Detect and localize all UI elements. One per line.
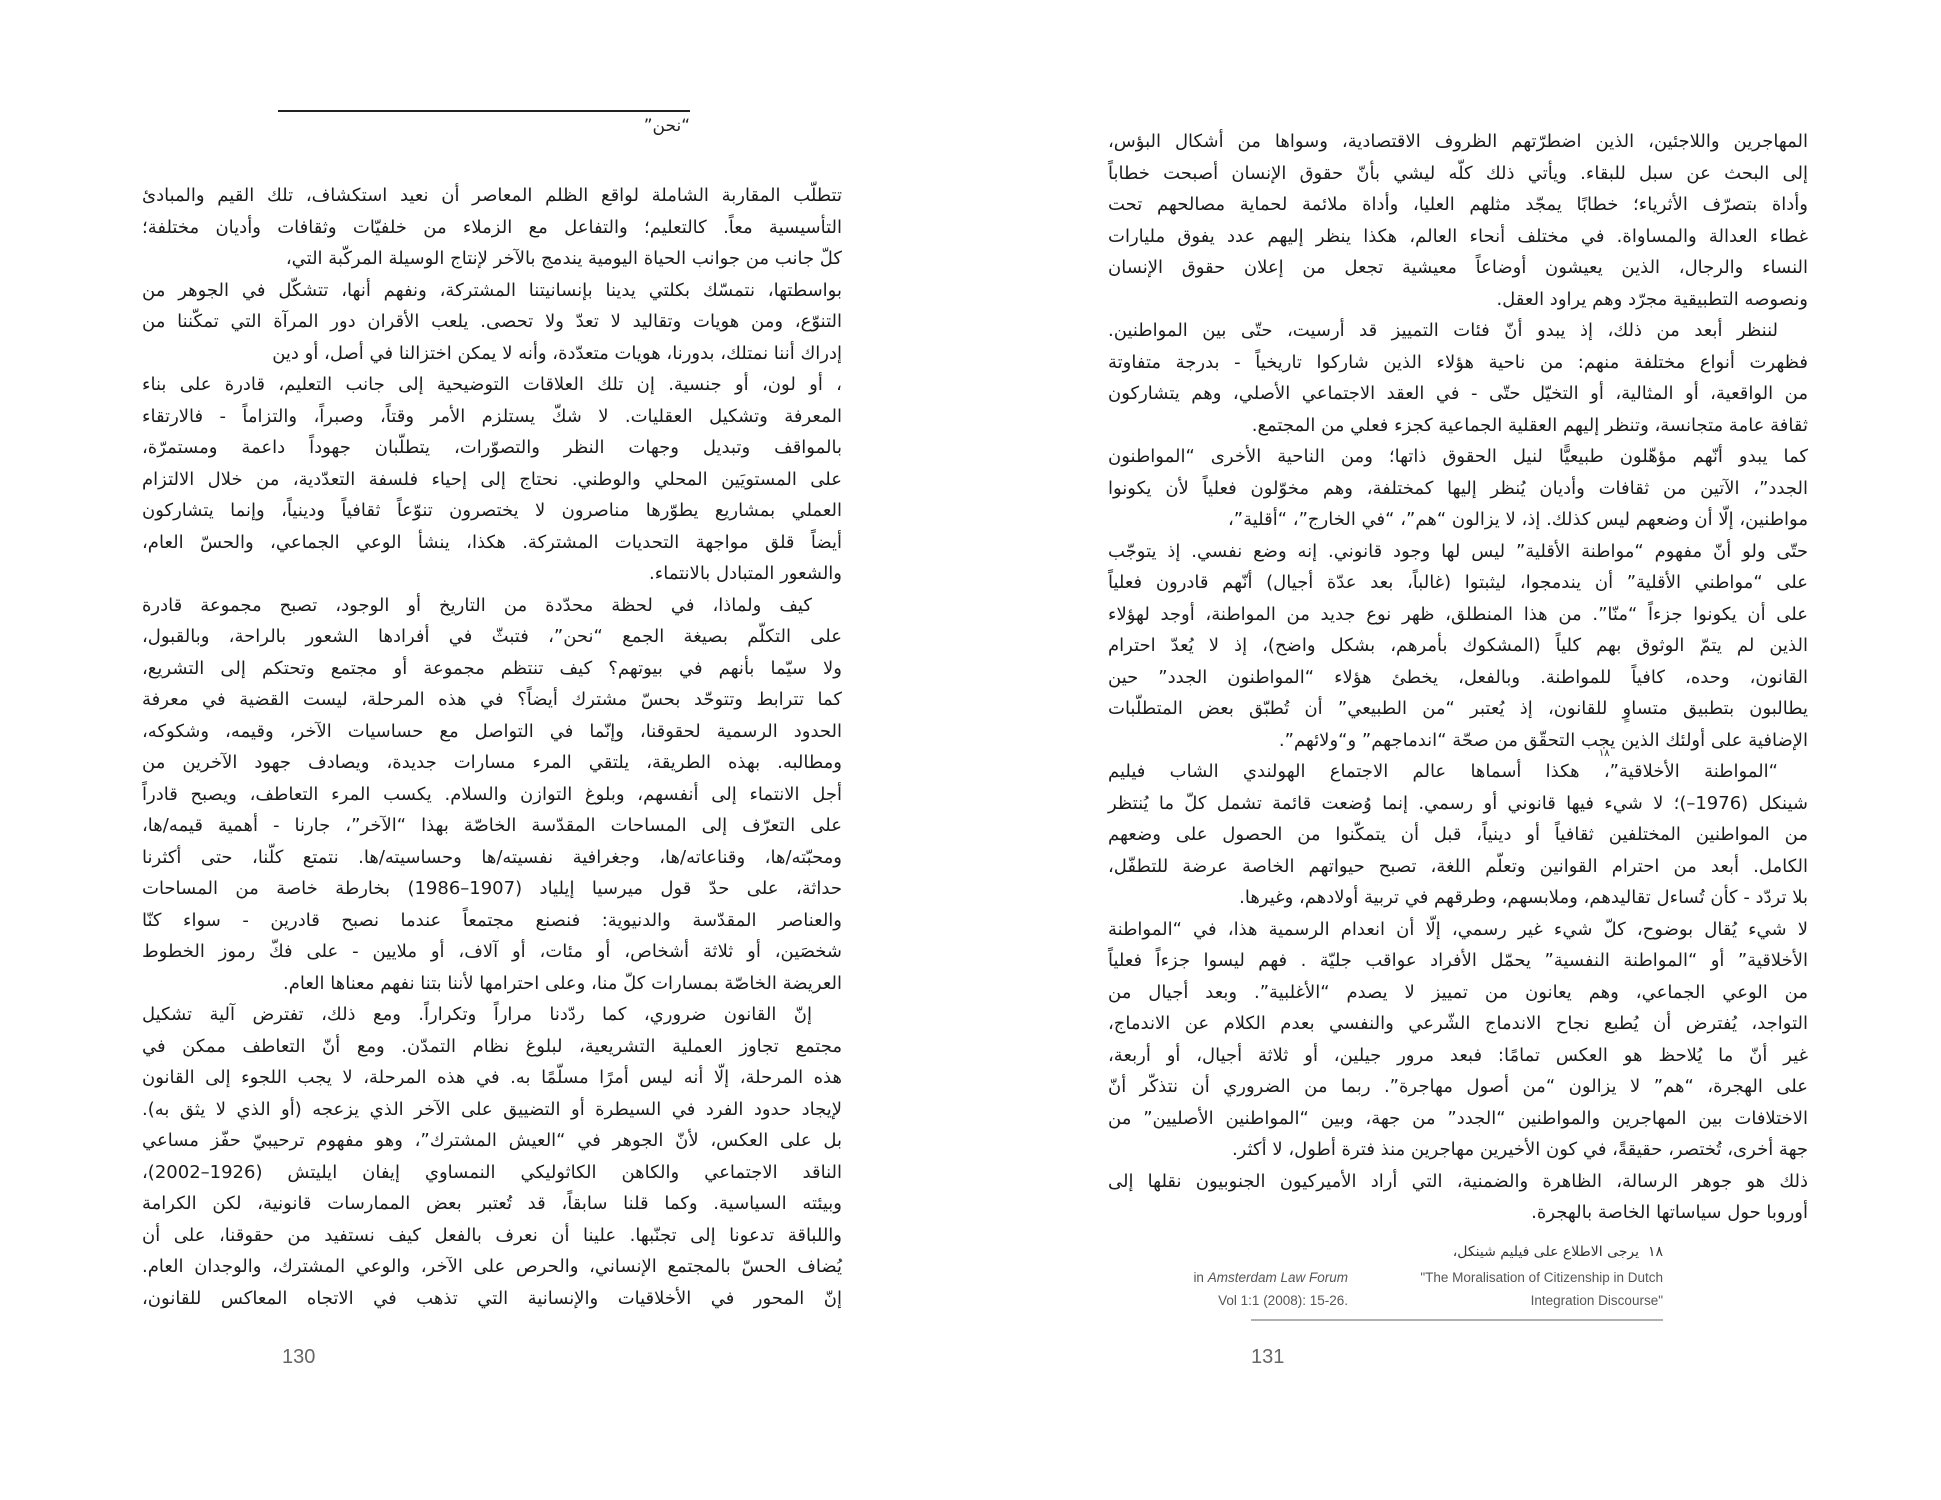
text-line-content: إنّ القانون ضروري، كما ردّدنا مراراً وتكراراً. ومع ذلك، تفترض آلية تشكيل [142,1004,812,1025]
footnote-journal: Amsterdam Law Forum [1207,1270,1348,1285]
text-line [1108,819,1808,851]
footnote-volume: Vol 1:1 (2008): 15-26. [1218,1293,1348,1308]
text-line-content: مجتمع تجاوز العملية التشريعية، لبلوغ نظام التمدّن. ومع أنّ التعاطف ممكن في [142,1035,842,1057]
text-line [142,243,842,275]
text-line [142,747,842,779]
text-line-content: كما تترابط وتتوحّد بحسّ مشترك أيضاً؟ في هذه المرحلة، ليست القضية في معرفة [142,689,842,710]
text-line [142,401,842,433]
text-line-content: فظهرت أنواع مختلفة منهم: من ناحية هؤلاء الذين شاركوا تاريخياً - بدرجة متفاوتة [1108,351,1808,373]
text-line-content: على التكلّم بصيغة الجمع “نحن”، فتبثّ في أفرادها الشعور بالراحة، وبالقبول، [142,626,842,647]
text-line-content: على التعرّف إلى المساحات المقدّسة الخاصّة بهذا “الآخر”، جارنا - أهمية قيمه/ها، [142,815,842,836]
text-line [142,968,842,1000]
text-line [1108,284,1808,316]
text-line-content: بواسطتها، نتمسّك بكلتي يدينا بإنسانيتنا المشتركة، ونفهم أنها، تتشكّل في الجوهر من [142,279,842,301]
text-line-content: غطاء العدالة والمساواة. في مختلف أنحاء العالم، هكذا ينظر إليهم عدد يفوق مليارات [1108,225,1808,247]
text-line [1108,441,1808,473]
text-line-content: ونصوصه التطبيقية مجرّد وهم يراود العقل. [1496,288,1808,310]
text-line-content: إلى البحث عن سبل للبقاء. ويأتي ذلك كلّه ليشي بأنّ حقوق الإنسان أصبحت خطاباً [1108,162,1808,184]
text-line [1108,1071,1808,1103]
text-line [1108,189,1808,221]
text-line [1108,536,1808,568]
text-line [142,1094,842,1126]
text-line-content: إنّ المحور في الأخلاقيات والإنسانية التي تذهب في الاتجاه المعاكس للقانون، [142,1287,842,1309]
text-line-content: العريضة الخاصّة بمسارات كلّ منا، وعلى احترامها لأننا بتنا نفهم معناها العام. [283,972,842,994]
text-line [1108,1040,1808,1072]
text-line [142,590,842,622]
text-line [142,495,842,527]
text-line-content: بالمواقف وتبديل وجهات النظر والتصوّرات، يتطلّبان جهوداً داعمة ومستمرّة، [142,437,842,458]
text-line [1108,1166,1808,1198]
text-line [1108,882,1808,914]
text-line-content: من الواقعية، أو المثالية، أو التخيّل حتّى - في العقد الاجتماعي الأصلي، وهم يتشاركون [1108,383,1808,404]
text-line-content: الجدد”، الآتين من ثقافات وأديان يُنظر إليها كمختلفة، وهم مخوّلون فعلياً لأن يكونوا [1108,477,1808,499]
text-line [142,338,842,370]
footnote-source [1193,1270,1348,1285]
footnote-text: يرجى الاطلاع على فيليم شينكل، [1452,1244,1640,1260]
text-line-content: الحدود الرسمية لحقوقنا، وإنّما في التواصل مع حساسيات الآخر، وقيمه، وشكوكه، [142,720,842,742]
text-line-content: ، أو لون، أو جنسية. إن تلك العلاقات التوضيحية إلى جانب التعليم، قادرة على بناء [142,374,842,395]
text-line-content: جهة أخرى، تُختصر، حقيقةً، في كون الأخيرين مهاجرين منذ فترة أطول، لا أكثر. [1231,1139,1808,1160]
text-line-content: حتّى ولو أنّ مفهوم “مواطنة الأقلية” ليس لها وجود قانوني. إنه وضع نفسي. إذ يتوجّب [1108,540,1808,562]
text-line [142,936,842,968]
text-line-content: على “مواطني الأقلية” أن يندمجوا، ليثبتوا (غالباً، بعد عدّة أجيال) أنّهم قادرون فعلياً [1108,572,1808,593]
text-line [142,905,842,937]
text-line-content: كلّ جانب من جوانب الحياة اليومية يندمج بالآخر لإنتاج الوسيلة المركّبة التي، [285,248,842,269]
text-line-content: الاختلافات بين المهاجرين والمواطنين “الجدد” من جهة، وبين “المواطنين الأصليين” من [1108,1107,1808,1129]
text-line-content: ومطالبه. بهذه الطريقة، يلتقي المرء مسارات جديدة، ويصادف جهود الآخرين من [142,752,842,773]
text-line-content: ثقافة عامة متجانسة، وتنظر إليهم العقلية الجماعية كجزء فعلي من المجتمع. [1251,414,1808,436]
text-line [142,842,842,874]
text-line [142,1188,842,1220]
text-line-content: النساء والرجال، الذين يعيشون أوضاعاً معيشية تجعل من إعلان حقوق الإنسان [1108,257,1808,278]
footnote-title-line-2: Integration Discourse" [1530,1293,1663,1308]
text-line-content: الأخلاقية” أو “المواطنة النفسية” يحمّل الأفراد عواقب جليّة . فهم ليسوا جزءاً فعلياً [1108,950,1808,971]
text-line-content: والشعور المتبادل بالانتماء. [649,563,842,584]
text-line [142,779,842,811]
text-line-content: الكامل. أبعد من احترام القوانين وتعلّم اللغة، تصبح حيواتهم الخاصة عرضة للتطفّل، [1108,855,1808,877]
text-line [142,621,842,653]
text-line-content: بلا تردّد - كأن تُساءل تقاليدهم، وملابسهم، وطرقهم في تربية أولادهم، وغيرها. [1239,887,1808,908]
right-page [970,0,1910,1500]
text-line [1108,851,1808,883]
text-line [1108,504,1808,536]
text-line [1108,1134,1808,1166]
text-line [142,369,842,401]
text-line [1108,158,1808,190]
text-line [1108,315,1808,347]
text-line-content: “المواطنة الأخلاقية”، هكذا أسماها عالم الاجتماع الهولندي الشاب فيليم [1108,761,1778,782]
text-line-content: تتطلّب المقاربة الشاملة لواقع الظلم المعاصر أن نعيد استكشاف، تلك القيم والمبادئ [142,185,842,206]
text-line [1108,1103,1808,1135]
text-line [142,275,842,307]
text-line-content: يطالبون بتطبيق متساوٍ للقانون، إذ يُعتبر “من الطبيعي” أن تُطبّق بعض المتطلّبات [1108,698,1808,719]
page-number: 130 [282,1346,316,1368]
text-line [1108,977,1808,1009]
text-line [142,999,842,1031]
text-line-content: يُضاف الحسّ بالمجتمع الإنساني، والحرص على الآخر، والوعي المشترك، والوجدان العام. [142,1256,842,1277]
text-line [142,212,842,244]
text-line-content: من الوعي الجماعي، وهم يعانون من تمييز لا يصدم “الأغلبية”. وبعد أجيال من [1108,981,1808,1003]
text-line-content: بل على العكس، لأنّ الجوهر في “العيش المشترك”، وهو مفهوم ترحيبيّ حفّز مساعي [142,1130,842,1151]
footnote-rule [1251,1319,1663,1321]
text-line [1108,473,1808,505]
text-line-content: ولا سيّما بأنهم في بيوتهم؟ كيف تنتظم مجموعة أو مجتمع وتحتكم إلى التشريع، [142,657,842,679]
text-line-content: التواجد، يُفترض أن يُطبع نجاح الاندماج الشّرعي والنفسي بعدم الكلام عن الاندماج، [1108,1013,1808,1034]
footnote-number: ١٨ [1647,1244,1663,1260]
text-line-content: هذه المرحلة، إلّا أنه ليس أمرًا مسلّمًا به. في هذه المرحلة، لا يجب اللجوء إلى القانون [142,1067,842,1088]
text-line-content: التأسيسية معاً. كالتعليم؛ والتفاعل مع الزملاء من خلفيّات وثقافات وأديان مختلفة؛ [142,216,842,238]
text-line-content: أوروبا حول سياساتها الخاصة بالهجرة. [1531,1202,1808,1223]
text-line [1108,410,1808,442]
text-line [1108,1008,1808,1040]
text-line [1108,599,1808,631]
right-page-body [1108,126,1808,1229]
text-line [1108,1197,1808,1229]
text-line [142,1220,842,1252]
footnote-title-line-1: "The Moralisation of Citizenship in Dutch [1420,1270,1663,1285]
text-line-content: واللباقة تدعونا إلى تجنّبها. علينا أن نعرف بالفعل كيف نستفيد من حقوقنا، على أن [142,1224,842,1246]
text-line [1108,567,1808,599]
footnote-arabic-line [1453,1244,1663,1260]
left-page-body [142,180,842,1314]
page-number: 131 [1251,1346,1285,1368]
text-line-content: الإضافية على أولئك الذين يجب التحقّق من صحّة “اندماجهم” و“ولائهم”. [1278,729,1808,751]
text-line [142,527,842,559]
text-line [142,1062,842,1094]
text-line-content: من المواطنين المختلفين ثقافياً أو دينياً، قبل أن يتمكّنوا من الحصول على وضعهم [1108,824,1808,845]
text-line [142,432,842,464]
text-line [1108,788,1808,820]
text-line-content: إدراك أننا نمتلك، بدورنا، هويات متعدّدة، وأنه لا يمكن اختزالنا في أصل، أو دين [272,342,842,364]
footnote-marker: ١٨ [1598,748,1610,759]
left-page [0,0,970,1500]
text-line [142,653,842,685]
text-line [142,716,842,748]
text-line [142,464,842,496]
text-line [142,684,842,716]
text-line-content: مواطنين، إلّا أن وضعهم ليس كذلك. إذ، لا يزالون “هم”، “في الخارج”، “أقلية”، [1227,509,1808,530]
running-head-rule [278,110,690,112]
text-line [1108,748,1808,788]
text-line-content: غير أنّ ما يُلاحظ هو العكس تمامًا: فبعد مرور جيلين، أو ثلاثة أجيال، أو أربعة، [1108,1044,1808,1066]
text-line [1108,126,1808,158]
text-line-content: وبيئته السياسية. وكما قلنا سابقاً، قد تُعتبر بعض الممارسات قانونية، لكن الكرامة [142,1193,842,1214]
text-line-content: العملي بمشاريع يطوّرها مناصرون لا يختصرون تنوّعاً ثقافياً ودينياً، وإنما يتشاركون [142,500,842,521]
text-line-content: على المستويَين المحلي والوطني. نحتاج إلى إحياء فلسفة التعدّدية، من خلال الالتزام [142,468,842,490]
text-line-content: لننظر أبعد من ذلك، إذ يبدو أنّ فئات التمييز قد أرسيت، حتّى بين المواطنين. [1108,320,1778,341]
text-line-content: المهاجرين واللاجئين، الذين اضطرّتهم الظروف الاقتصادية، وسواها من أشكال البؤس، [1108,131,1808,152]
text-line [142,810,842,842]
text-line-content: أيضاً قلق مواجهة التحديات المشتركة. هكذا، ينشأ الوعي الجماعي، والحسّ العام، [142,531,842,553]
text-line [1108,662,1808,694]
text-line [1108,347,1808,379]
text-line [1108,693,1808,725]
text-line-content: المعرفة وتشكيل العقليات. لا شكّ يستلزم الأمر وقتاً، وصبراً، والتزاماً - فالارتقاء [142,405,842,427]
text-line-content: والعناصر المقدّسة والدنيوية: فنصنع مجتمعاً عندما نصبح قادرين - سواء كنّا [142,909,842,931]
text-line [142,1283,842,1315]
text-line [142,180,842,212]
text-line [142,1251,842,1283]
text-line [1108,630,1808,662]
text-line-content: وأداة بتصرّف الأثرياء؛ خطابًا يمجّد مثلهم العليا، وأداة ملائمة لحماية مصالحهم تحت [1108,194,1808,215]
text-line-content: على الهجرة، “هم” لا يزالون “من أصول مهاجرة”. ربما من الضروري أن نتذكّر أنّ [1108,1076,1808,1097]
text-line-content: أجل الانتماء إلى أنفسهم، وبلوغ التوازن والسلام. يكسب المرء التعاطف، ويصبح قادراً [142,783,842,805]
text-line [142,1125,842,1157]
text-line-content: الناقد الاجتماعي والكاهن الكاثوليكي النمساوي إيفان ايليتش (1926–2002)، [142,1161,842,1183]
text-line-content: شخصَين، أو ثلاثة أشخاص، أو مئات، أو آلاف، أو ملايين - على فكّ رموز الخطوط [142,941,842,962]
text-line-content: التنوّع، ومن هويات وتقاليد لا تعدّ ولا تحصى. يلعب الأقران دور المرآة التي تمكّننا من [142,311,842,332]
text-line [1108,252,1808,284]
text-line-content: القانون، وحده، كافياً للمواطنة. وبالفعل، يخطئ هؤلاء “المواطنون الجدد” حين [1108,666,1808,688]
text-line-content: شينكل (1976–)؛ لا شيء فيها قانوني أو رسمي. إنما وُضعت قائمة تشمل كلّ ما يُنتظر [1108,792,1808,814]
text-line-content: ومحبّته/ها، وقناعاته/ها، وجغرافية نفسيته/ها وحساسيته/ها. نتمتع كلّنا، حتى أكثرنا [142,846,842,868]
running-head: “نحن” [643,116,690,136]
text-line-content: كما يبدو أنّهم مؤهّلون طبيعيًّا لنيل الحقوق ذاتها؛ ومن الناحية الأخرى “المواطنون [1108,446,1808,467]
text-line [142,558,842,590]
text-line [1108,914,1808,946]
text-line-content: ذلك هو جوهر الرسالة، الظاهرة والضمنية، التي أراد الأميركيون الجنوبيون نقلها إلى [1108,1170,1808,1192]
text-line-content: الذين لم يتمّ الوثوق بهم كلياً (المشكوك بأمرهم، بشكل واضح)، إذ لا يُعدّ احترام [1108,635,1808,656]
text-line [142,1157,842,1189]
footnote-source-prefix: in [1193,1270,1208,1285]
text-line-content: كيف ولماذا، في لحظة محدّدة من التاريخ أو الوجود، تصبح مجموعة قادرة [142,594,812,616]
text-line-content: حداثة، على حدّ قول ميرسيا إيلياد (1907–1986) بخارطة خاصة من المساحات [142,878,842,899]
text-line [1108,945,1808,977]
text-line [1108,378,1808,410]
text-line-content: على أن يكونوا جزءاً “منّا”. من هذا المنطلق، ظهر نوع جديد من المواطنة، أوجد لهؤلاء [1108,603,1808,625]
text-line [1108,725,1808,757]
text-line-content: لإيجاد حدود الفرد في السيطرة أو التضييق على الآخر الذي يزعجه (أو الذي لا يثق به). [142,1098,842,1120]
text-line [142,306,842,338]
text-line [1108,221,1808,253]
text-line [142,873,842,905]
text-line-content: لا شيء يُقال بوضوح، كلّ شيء غير رسمي، إلّا أن انعدام الرسمية هذا، في “المواطنة [1108,918,1808,940]
text-line [142,1031,842,1063]
